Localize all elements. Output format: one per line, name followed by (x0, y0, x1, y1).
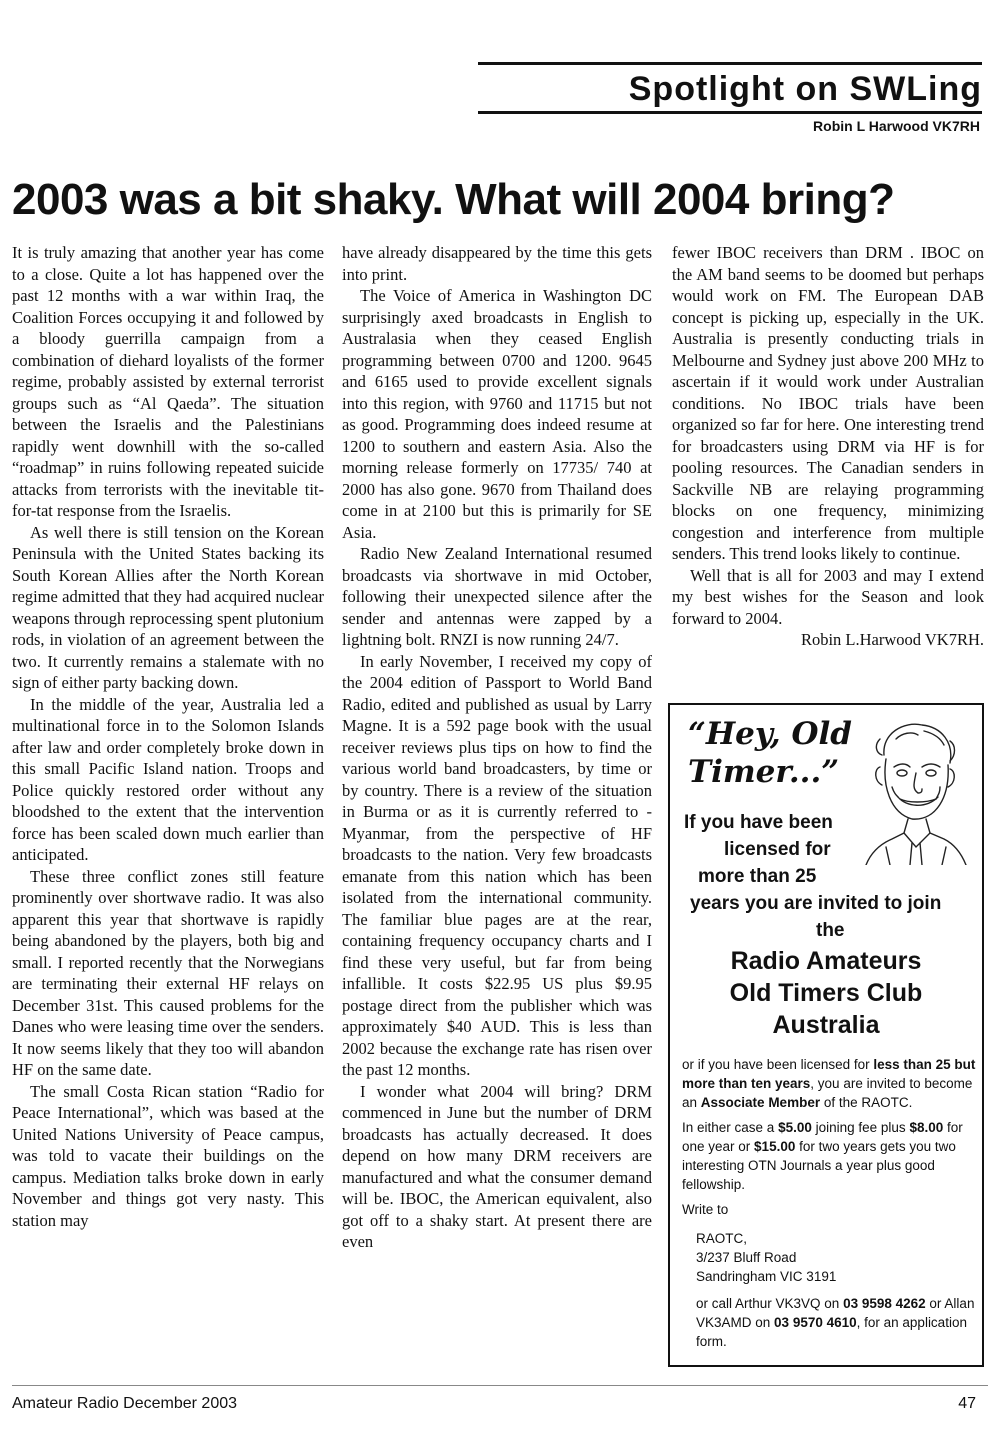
paragraph: Well that is all for 2003 and may I extend my best wishes for the Season and look forward to 2004. (672, 565, 984, 628)
write-to-label: Write to (682, 1202, 729, 1217)
byline: Robin L Harwood VK7RH (813, 118, 980, 134)
address-line: Sandringham VIC 3191 (696, 1269, 837, 1284)
paragraph: The Voice of America in Washington DC surprisingly axed broadcasts in English to Australasia when they ceased English programming between 0700 and 1200. 9645 and 6165 used to provide excellent signals into this region, with 9760 and 11715 but not as good. Programming does indeed resume at 1200 to southern and eastern Asia. Also the morning release formerly on 17735/ 740 at 2000 has also gone. 9670 from Thailand does come in at 2100 but this is primarily for SE Asia. (342, 286, 652, 542)
text-span: $15.00 (754, 1139, 796, 1154)
paragraph: fewer IBOC receivers than DRM . IBOC on the AM band seems to be doomed but perhaps would work on FM. The European DAB concept is picking up, especially in the UK. Australia is presently conducting trials in Melbourne and Sydney just above 200 MHz to ascertain if it would work under Australian conditions. No IBOC trials have been organized so far for here. One interesting trend for broadcasters using DRM via HF is for pooling resources. The Canadian senders in Sackville NB are relaying programming blocks on one frequency, minimizing congestion and interference from multiple senders. This trend looks likely to continue. (672, 243, 984, 563)
text-span: or if you have been licensed for (682, 1057, 874, 1072)
club-name-line: Old Timers Club (729, 979, 923, 1007)
paragraph: In the middle of the year, Australia led a multinational force in to the Solomon Islands after law and order completely broke down in this small Pacific Island nation. Troops and Police quickly restored order without any bloodshed to the extent that the intervention force has been scaled down much earlier than anticipated. (12, 694, 324, 864)
text-span: $5.00 (778, 1120, 812, 1135)
paragraph: It is truly amazing that another year has come to a close. Quite a lot has happened over the past 12 months with a war within Iraq, the Coalition Forces occupying it and followed by a bloody guerrilla campaign from a combination of diehard loyalists of the former regime, probably assisted by external terrorist groups such as “Al Qaeda”. The situation between the Israelis and the Palestinians rapidly went downhill with the so-called “roadmap” in ruins following repeated suicide attacks from terrorists with the inevitable tit-for-tat response from the Israelis. (12, 243, 324, 520)
ad-tagline-line: Timer...” (688, 754, 840, 790)
club-name-line: Australia (772, 1011, 880, 1039)
phone-contact-text (682, 1294, 978, 1351)
text-span: , you are invited to become an (682, 1076, 973, 1110)
publication-name: Amateur Radio December 2003 (12, 1395, 238, 1412)
paragraph: In early November, I received my copy of the 2004 edition of Passport to World Band Radio, edited and published as usual by Larry Magne. It is a 592 page book with the usual receiver reviews plus tips on how to find the various world band broadcasters, by time or by country. There is a review of the situation in Burma or as it is currently referred to - Myanmar, from the perspective of HF broadcasts to the nation. Very few broadcasts emanate from this nation which has been isolated from the international community. The familiar blue pages are at the rear, containing frequency occupancy charts and I find these very useful, but far from being infallible. It costs $22.95 US plus $9.95 postage direct from the publisher which was approximately $40 AUD. This is less than 2002 because the exchange rate has risen over the past 12 months. (342, 651, 652, 1079)
ad-details (682, 1055, 978, 1357)
text-span: $8.00 (909, 1120, 944, 1135)
header-rule-top (478, 62, 982, 65)
postal-address (682, 1229, 978, 1286)
address-line: 3/237 Bluff Road (696, 1250, 797, 1265)
text-span: 03 9598 4262 (843, 1296, 926, 1311)
ad-invitation (676, 809, 986, 944)
section-title: Spotlight on SWLing (628, 70, 982, 108)
page-number: 47 (958, 1395, 976, 1412)
text-span: of the RAOTC. (820, 1095, 913, 1110)
author-signoff: Robin L.Harwood VK7RH. (800, 630, 984, 649)
text-span: In either case a (682, 1120, 779, 1135)
associate-membership-text (682, 1055, 978, 1112)
paragraph: As well there is still tension on the Korean Peninsula with the United States backing its South Korean Allies after the North Korean regime admitted that they had acquired nuclear weapons through reprocessing spent plutonium rods, in violation of an agreement between the two. It currently remains a stalemate with no sign of either party backing down. (12, 522, 324, 692)
paragraph: Radio New Zealand International resumed broadcasts via shortwave in mid October, following their unexpected silence after the sender and antennas were zapped by a lightning bolt. RNZI is now running 24/7. (342, 544, 652, 649)
text-span: less than 25 but more than ten years (682, 1057, 976, 1091)
text-span: 03 9570 4610 (774, 1315, 857, 1330)
section-header (478, 62, 982, 114)
text-span: for one year or (682, 1120, 963, 1154)
article-headline: 2003 was a bit shaky. What will 2004 bring? (12, 175, 895, 224)
raotc-advertisement (668, 703, 984, 1367)
ad-tagline (688, 715, 858, 791)
ad-tagline-line: “Hey, Old (688, 716, 852, 752)
text-span: joining fee plus (811, 1120, 910, 1135)
header-rule-bottom (478, 111, 982, 114)
paragraph: The small Costa Rican station “Radio for Peace International”, which was based at the United Nations University of Peace campus, was told to vacate their buildings on the campus. Mediation talks broke down in early November and things got very nasty. This station may (12, 1081, 324, 1230)
text-span: for two years gets you two interesting OTN Journals a year plus good fellowship. (682, 1139, 956, 1192)
footer-rule (12, 1385, 988, 1386)
address-line: RAOTC, (696, 1231, 748, 1246)
text-span: Associate Member (700, 1095, 821, 1110)
club-name-line: Radio Amateurs (730, 947, 922, 975)
fees-text (682, 1118, 978, 1194)
ad-invitation-line: more than 25 (698, 866, 817, 887)
ad-invitation-line: licensed for (724, 839, 831, 860)
article-column-1 (12, 242, 324, 1231)
paragraph: have already disappeared by the time this gets into print. (342, 243, 652, 284)
ad-invitation-line: years you are invited to join (690, 893, 942, 914)
ad-invitation-line: If you have been (684, 812, 833, 833)
text-span: , for an application form. (696, 1315, 967, 1349)
paragraph: These three conflict zones still feature prominently over shortwave radio. It was also apparent this year that shortwave is rapidly being abandoned by the players, both big and small. I reported recently that the Norwegians are terminating their external HF relays on December 31st. This caused problems for the Danes who were leasing time over the senders. It now seems likely that they too will abandon HF on the same date. (12, 866, 324, 1079)
article-column-3 (672, 242, 984, 651)
text-span: or call Arthur VK3VQ on (696, 1296, 844, 1311)
paragraph: I wonder what 2004 will bring? DRM commenced in June but the number of DRM broadcasts has actually decreased. It does depend on how many DRM receivers are manufactured and what the consumer demand will be. IBOC, the American equivalent, also got off to a shaky start. At present there are even (342, 1081, 652, 1251)
text-span: or Allan VK3AMD on (696, 1296, 975, 1330)
club-name (670, 945, 982, 1041)
article-column-2 (342, 242, 652, 1253)
ad-invitation-line: the (816, 920, 845, 941)
